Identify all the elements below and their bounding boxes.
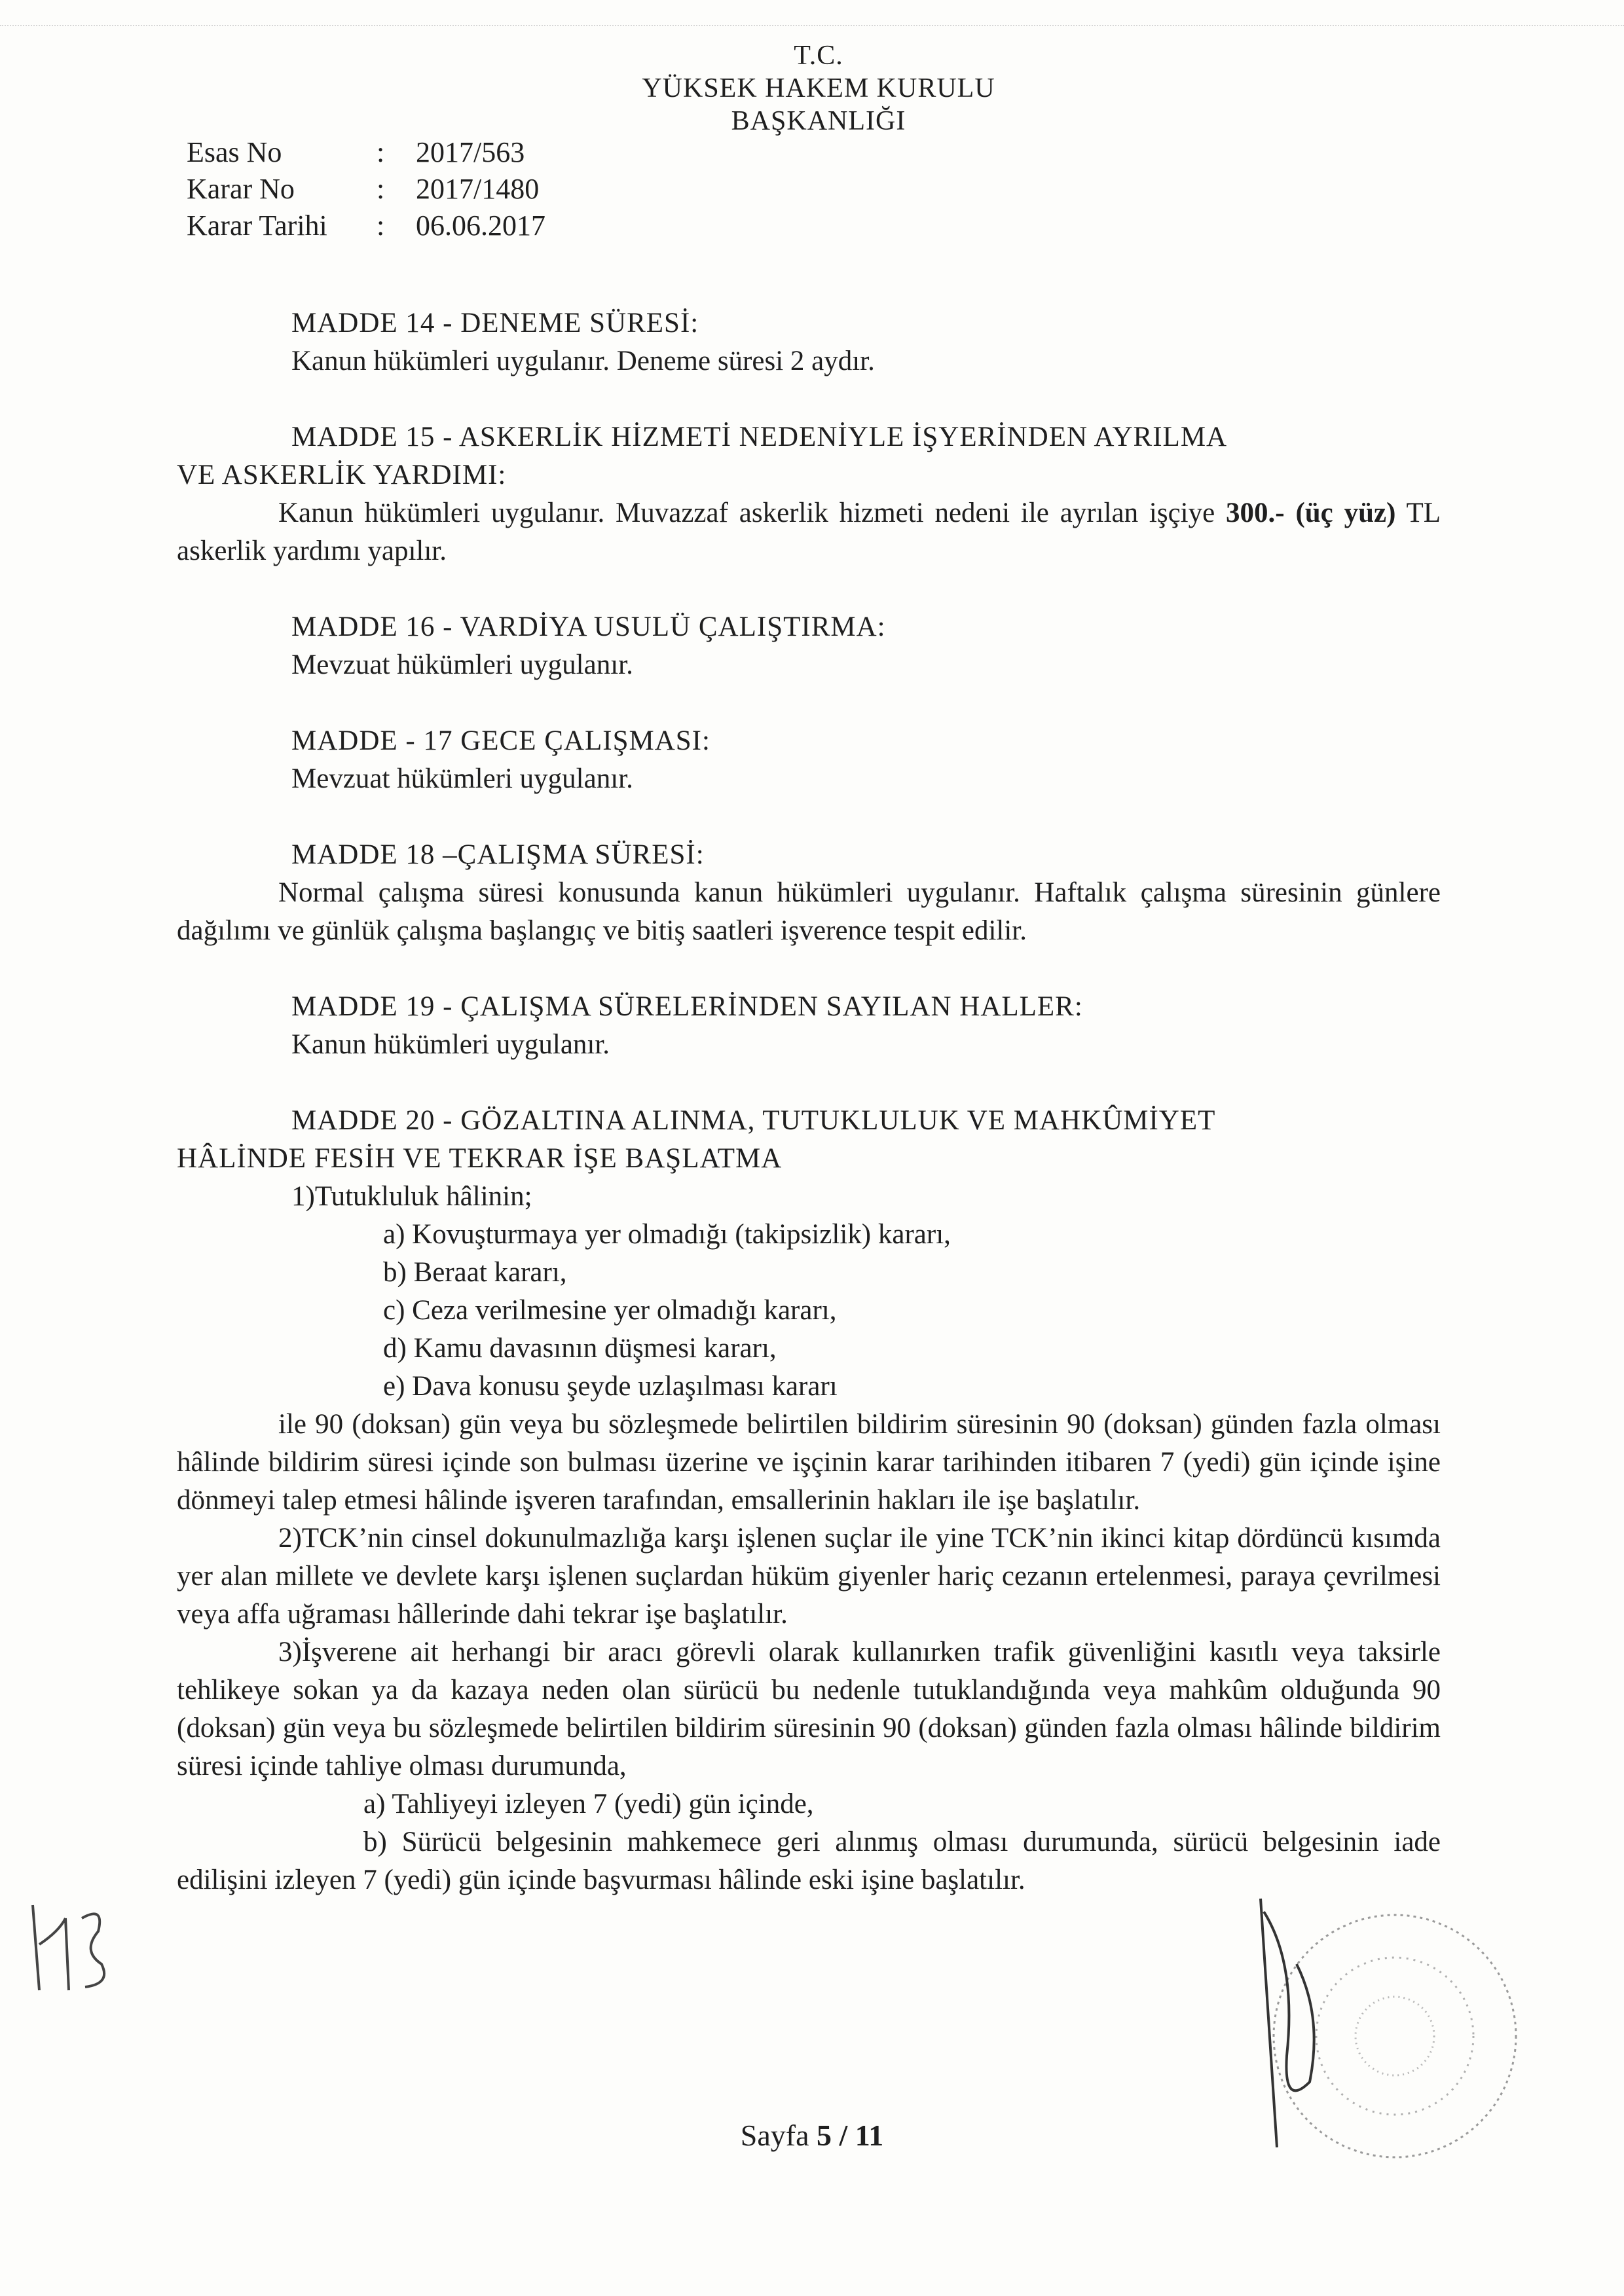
- header-tc: T.C.: [794, 41, 843, 71]
- esas-label: Esas No: [187, 136, 282, 168]
- esas-row: [187, 134, 545, 171]
- article-14: [177, 304, 1441, 380]
- article-19-title: MADDE 19 - ÇALIŞMA SÜRELERİNDEN SAYILAN HALLER:: [291, 991, 1083, 1022]
- article-17-title: MADDE - 17 GECE ÇALIŞMASI:: [291, 725, 710, 756]
- article-19-body: Kanun hükümleri uygulanır.: [291, 1029, 610, 1060]
- article-15-amount: 300.-: [1226, 498, 1285, 528]
- article-20-p3: 3)İşverene ait herhangi bir aracı görevli olarak kullanırken trafik güvenliğini kasıtlı veya taksirle tehlikeye sokan ya da kazaya neden olan sürücü bu nedenle tutuklandığında veya mahkûm olduğunda 90 (doksan) gün veya bu sözleşmede belirtilen bildirim süresinin 90 (doksan) günden fazla olması hâlinde bildirim süresi içinde tahliye olması durumunda,: [177, 1637, 1441, 1781]
- tarih-value: 06.06.2017: [416, 210, 545, 242]
- article-20-p2: 2)TCK’nin cinsel dokunulmazlığa karşı işlenen suçlar ile yine TCK’nin ikinci kitap dördüncü kısımda yer alan millete ve devlete karşı işlenen suçlardan hüküm giyenler hariç cezanın ertelenmesi, paraya çevrilmesi veya affa uğraması hâllerinde dahi tekrar işe başlatılır.: [177, 1523, 1441, 1630]
- article-15-title-line2: VE ASKERLİK YARDIMI:: [177, 460, 507, 490]
- article-16-body: Mevzuat hükümleri uygulanır.: [291, 649, 633, 680]
- header-presidency: BAŞKANLIĞI: [731, 106, 906, 136]
- article-14-title: MADDE 14 - DENEME SÜRESİ:: [291, 308, 699, 338]
- tarih-row: [187, 208, 545, 244]
- article-20-p1-body: ile 90 (doksan) gün veya bu sözleşmede belirtilen bildirim süresinin 90 (doksan) günden fazla olması hâlinde bildirim süresi içinde son bulması üzerine ve işçinin karar tarihinden itibaren 7 (yedi) gün içinde işine dönmeyi talep etmesi hâlinde işveren tarafından, emsallerinin hakları ile işe başlatılır.: [177, 1409, 1441, 1516]
- article-18-title: MADDE 18 –ÇALIŞMA SÜRESİ:: [291, 839, 705, 870]
- handwritten-initials: [20, 1879, 118, 2010]
- page-footer: [0, 2118, 1624, 2153]
- decision-meta: [187, 134, 545, 244]
- article-16-title: MADDE 16 - VARDİYA USULÜ ÇALIŞTIRMA:: [291, 611, 886, 642]
- karar-row: [187, 171, 545, 208]
- esas-colon: :: [377, 136, 385, 168]
- article-15: [177, 418, 1441, 570]
- article-17-body: Mevzuat hükümleri uygulanır.: [291, 763, 633, 794]
- article-19: [177, 988, 1441, 1064]
- article-20: [177, 1102, 1441, 1899]
- header-institution: YÜKSEK HAKEM KURULU: [642, 73, 995, 103]
- article-20-title-line1: MADDE 20 - GÖZALTINA ALINMA, TUTUKLULUK VE MAHKÛMİYET: [291, 1105, 1216, 1136]
- article-20-item-e: e) Dava konusu şeyde uzlaşılması kararı: [383, 1371, 838, 1402]
- article-14-body: Kanun hükümleri uygulanır. Deneme süresi 2 aydır.: [291, 346, 875, 376]
- scan-edge-line: [0, 25, 1624, 26]
- article-15-body: [177, 494, 1441, 570]
- karar-value: 2017/1480: [416, 173, 540, 205]
- article-20-title-line2: HÂLİNDE FESİH VE TEKRAR İŞE BAŞLATMA: [177, 1143, 783, 1174]
- article-20-p3-a: a) Tahliyeyi izleyen 7 (yedi) gün içinde,: [363, 1789, 814, 1819]
- article-17: [177, 722, 1441, 798]
- tarih-colon: :: [377, 210, 385, 242]
- esas-value: 2017/563: [416, 136, 525, 168]
- page-number: 5 / 11: [817, 2119, 884, 2152]
- karar-label: Karar No: [187, 173, 295, 205]
- article-15-body-part1: Kanun hükümleri uygulanır. Muvazzaf askerlik hizmeti nedeni ile ayrılan işçiye: [278, 498, 1227, 528]
- article-20-item-b: b) Beraat kararı,: [383, 1257, 567, 1288]
- article-20-p3-b: b) Sürücü belgesinin mahkemece geri alınmış olması durumunda, sürücü belgesinin iade edilişini izleyen 7 (yedi) gün içinde başvurması hâlinde eski işine başlatılır.: [177, 1827, 1441, 1895]
- karar-colon: :: [377, 173, 385, 205]
- article-16: [177, 608, 1441, 684]
- article-18: [177, 836, 1441, 950]
- article-15-body-part2: TL askerlik yardımı yapılır.: [177, 498, 1441, 566]
- article-20-p1-intro: 1)Tutukluluk hâlinin;: [291, 1181, 532, 1212]
- article-20-item-d: d) Kamu davasının düşmesi kararı,: [383, 1333, 777, 1364]
- article-20-item-a: a) Kovuşturmaya yer olmadığı (takipsizlik) kararı,: [383, 1219, 951, 1250]
- footer-prefix: Sayfa: [740, 2119, 817, 2152]
- article-20-item-c: c) Ceza verilmesine yer olmadığı kararı,: [383, 1295, 837, 1326]
- article-18-body: Normal çalışma süresi konusunda kanun hükümleri uygulanır. Haftalık çalışma süresinin günlere dağılımı ve günlük çalışma başlangıç ve bitiş saatleri işverence tespit edilir.: [177, 877, 1441, 946]
- article-15-amount-words: (üç yüz): [1295, 498, 1396, 528]
- article-15-title-line1: MADDE 15 - ASKERLİK HİZMETİ NEDENİYLE İŞYERİNDEN AYRILMA: [291, 422, 1228, 452]
- document-body: [177, 304, 1441, 1937]
- tarih-label: Karar Tarihi: [187, 210, 327, 242]
